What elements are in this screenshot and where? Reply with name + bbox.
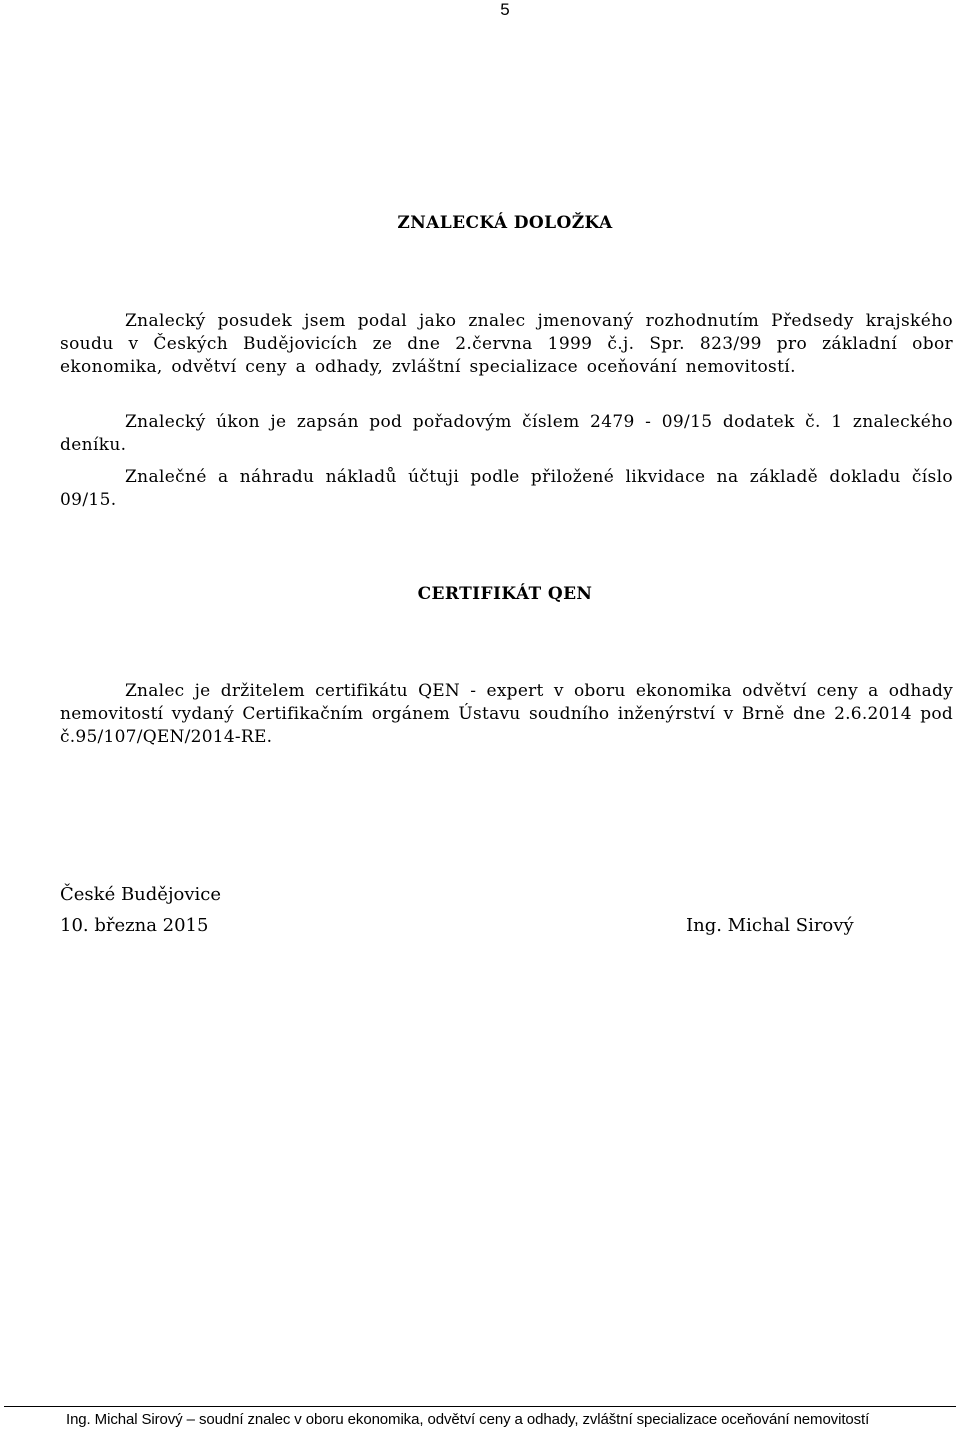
expert-clause-heading: ZNALECKÁ DOLOŽKA bbox=[397, 213, 613, 233]
fee-paragraph: Znalečné a náhradu nákladů účtuji podle přiložené likvidace na základě dokladu číslo 09/15. bbox=[60, 467, 953, 510]
page-number: 5 bbox=[500, 0, 510, 19]
signature-place: České Budějovice bbox=[60, 884, 222, 905]
signatory-name: Ing. Michal Sirový bbox=[686, 915, 854, 936]
footer-divider bbox=[4, 1406, 956, 1407]
signature-date: 10. března 2015 bbox=[60, 915, 209, 936]
page-footer: Ing. Michal Sirový – soudní znalec v oboru ekonomika, odvětví ceny a odhady, zvláštní specializace oceňování nemovitostí bbox=[66, 1411, 870, 1428]
registry-paragraph: Znalecký úkon je zapsán pod pořadovým číslem 2479 - 09/15 dodatek č. 1 znaleckého deníku. bbox=[60, 412, 953, 455]
certificate-heading: CERTIFIKÁT QEN bbox=[417, 584, 593, 604]
certificate-paragraph: Znalec je držitelem certifikátu QEN - expert v oboru ekonomika odvětví ceny a odhady nemovitostí vydaný Certifikačním orgánem Ústavu soudního inženýrství v Brně dne 2.6.2014 pod č.95/107/QEN/2014-RE. bbox=[60, 681, 953, 747]
appointment-paragraph: Znalecký posudek jsem podal jako znalec jmenovaný rozhodnutím Předsedy krajského soudu v Českých Budějovicích ze dne 2.června 1999 č.j. Spr. 823/99 pro základní obor ekonomika, odvětví ceny a odhady, zvláštní specializace oceňování nemovitostí. bbox=[60, 311, 953, 377]
